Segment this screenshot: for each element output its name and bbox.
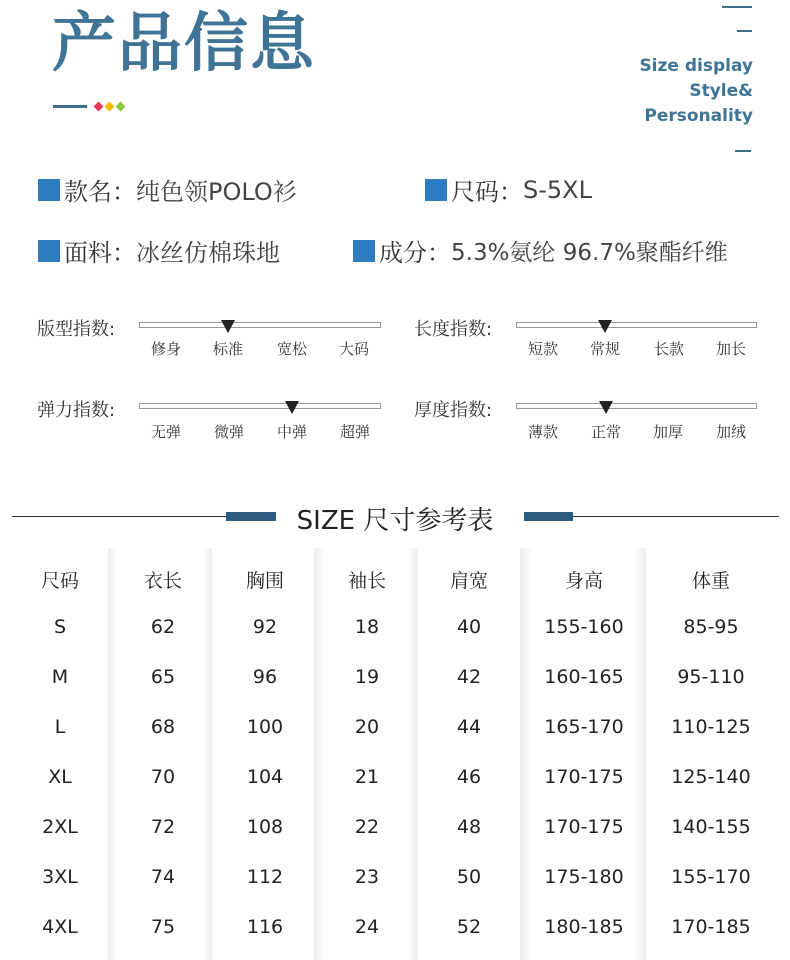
table-cell: 68 (150, 716, 176, 738)
table-cell: 62 (150, 616, 176, 638)
index-option-elasticity: 无弹 (150, 423, 182, 441)
table-cell: 175-180 (544, 866, 624, 888)
size-table-title: SIZE 尺寸参考表 (296, 506, 494, 536)
info-name-value: 纯色领POLO衫 (136, 178, 297, 206)
info-size-value: S-5XL (523, 175, 592, 204)
table-cell: M (51, 666, 69, 688)
info-fabric-value: 冰丝仿棉珠地 (136, 239, 280, 267)
info-size-label: 尺码： (451, 178, 523, 206)
index-option-length: 短款 (527, 340, 559, 358)
index-option-thickness: 加绒 (715, 423, 747, 441)
table-cell: 23 (354, 866, 380, 888)
size-title-block-right (524, 512, 573, 521)
table-cell: 110-125 (671, 716, 751, 738)
table-cell: 74 (150, 866, 176, 888)
table-cell: 52 (456, 916, 482, 938)
table-cell: 48 (456, 816, 482, 838)
info-fabric (38, 233, 280, 268)
index-label-elasticity: 弹力指数: (37, 400, 116, 421)
table-cell: 85-95 (683, 616, 739, 638)
table-cell: 2XL (42, 816, 78, 838)
table-cell: 108 (246, 816, 284, 838)
table-cell: 19 (354, 666, 380, 688)
index-bar-length (516, 322, 757, 328)
tagline-line-1: Size display (639, 56, 753, 76)
tagline-top-line-1 (722, 6, 752, 8)
tagline-line-3: Personality (644, 106, 753, 126)
table-cell: 155-160 (544, 616, 624, 638)
table-cell: 46 (456, 766, 482, 788)
index-marker-thickness (599, 401, 613, 414)
index-label-thickness: 厚度指数: (414, 400, 493, 421)
table-cell: 40 (456, 616, 482, 638)
table-cell: 95-110 (677, 666, 745, 688)
table-cell: 100 (246, 716, 284, 738)
table-cell: 22 (354, 816, 380, 838)
index-option-length: 加长 (715, 340, 747, 358)
tagline-bottom-line (735, 150, 751, 152)
index-bar-fit (139, 322, 381, 328)
table-cell: 72 (150, 816, 176, 838)
bullet-square (425, 179, 447, 201)
deco-dot-green (116, 102, 126, 112)
index-option-length: 长款 (653, 340, 685, 358)
table-header-cell: 胸围 (245, 570, 285, 592)
index-option-length: 常规 (589, 340, 621, 358)
bullet-square (38, 240, 60, 262)
deco-dot-red (94, 102, 104, 112)
index-option-fit: 修身 (150, 340, 182, 358)
info-name-label: 款名： (64, 178, 136, 206)
table-cell: L (54, 716, 66, 738)
table-cell: 155-170 (671, 866, 751, 888)
table-cell: 165-170 (544, 716, 624, 738)
index-label-fit: 版型指数: (37, 319, 116, 340)
deco-dot-yellow (105, 102, 115, 112)
table-cell: 24 (354, 916, 380, 938)
table-cell: XL (48, 766, 72, 788)
table-cell: 160-165 (544, 666, 624, 688)
index-option-fit: 宽松 (276, 340, 308, 358)
table-header-cell: 体重 (691, 570, 731, 592)
info-size (425, 172, 592, 207)
tagline (639, 54, 753, 129)
info-fabric-label: 面料： (64, 239, 136, 267)
index-marker-length (598, 320, 612, 333)
table-cell: 65 (150, 666, 176, 688)
info-name (38, 172, 297, 207)
table-cell: 70 (150, 766, 176, 788)
table-header-cell: 衣长 (143, 570, 183, 592)
table-cell: 4XL (42, 916, 78, 938)
info-composition-label: 成分： (379, 239, 451, 267)
table-cell: 44 (456, 716, 482, 738)
table-cell: S (53, 616, 67, 638)
table-cell: 92 (252, 616, 278, 638)
table-cell: 112 (246, 866, 284, 888)
table-cell: 104 (246, 766, 284, 788)
table-header-cell: 袖长 (347, 570, 387, 592)
index-option-elasticity: 微弹 (213, 423, 245, 441)
size-title-line-right (572, 516, 779, 517)
index-option-elasticity: 中弹 (276, 423, 308, 441)
column-band (520, 548, 646, 960)
index-marker-fit (221, 320, 235, 333)
column-band (108, 548, 212, 960)
index-bar-thickness (516, 403, 757, 409)
index-option-thickness: 正常 (590, 423, 622, 441)
table-cell: 170-175 (544, 766, 624, 788)
page-title: 产品信息 (52, 7, 316, 81)
title-underline (53, 105, 87, 108)
tagline-top-line-2 (737, 30, 752, 32)
table-cell: 116 (246, 916, 284, 938)
index-marker-elasticity (285, 401, 299, 414)
column-band (314, 548, 418, 960)
table-cell: 21 (354, 766, 380, 788)
index-option-fit: 大码 (338, 340, 370, 358)
bullet-square (38, 179, 60, 201)
table-cell: 75 (150, 916, 176, 938)
table-cell: 18 (354, 616, 380, 638)
index-option-elasticity: 超弹 (339, 423, 371, 441)
index-option-fit: 标准 (212, 340, 244, 358)
table-cell: 140-155 (671, 816, 751, 838)
index-option-thickness: 薄款 (527, 423, 559, 441)
index-bar-elasticity (139, 403, 381, 409)
table-header-cell: 身高 (564, 570, 604, 592)
table-cell: 170-185 (671, 916, 751, 938)
bullet-square (353, 240, 375, 262)
index-label-length: 长度指数: (414, 319, 493, 340)
table-header-cell: 尺码 (40, 570, 80, 592)
table-cell: 125-140 (671, 766, 751, 788)
index-option-thickness: 加厚 (652, 423, 684, 441)
table-cell: 96 (252, 666, 278, 688)
tagline-line-2: Style& (689, 81, 753, 101)
table-cell: 180-185 (544, 916, 624, 938)
table-cell: 20 (354, 716, 380, 738)
table-cell: 3XL (42, 866, 78, 888)
table-cell: 170-175 (544, 816, 624, 838)
info-composition (353, 233, 728, 268)
info-composition-value: 5.3%氨纶 96.7%聚酯纤维 (451, 240, 728, 266)
table-cell: 42 (456, 666, 482, 688)
table-cell: 50 (456, 866, 482, 888)
table-header-cell: 肩宽 (449, 570, 489, 592)
